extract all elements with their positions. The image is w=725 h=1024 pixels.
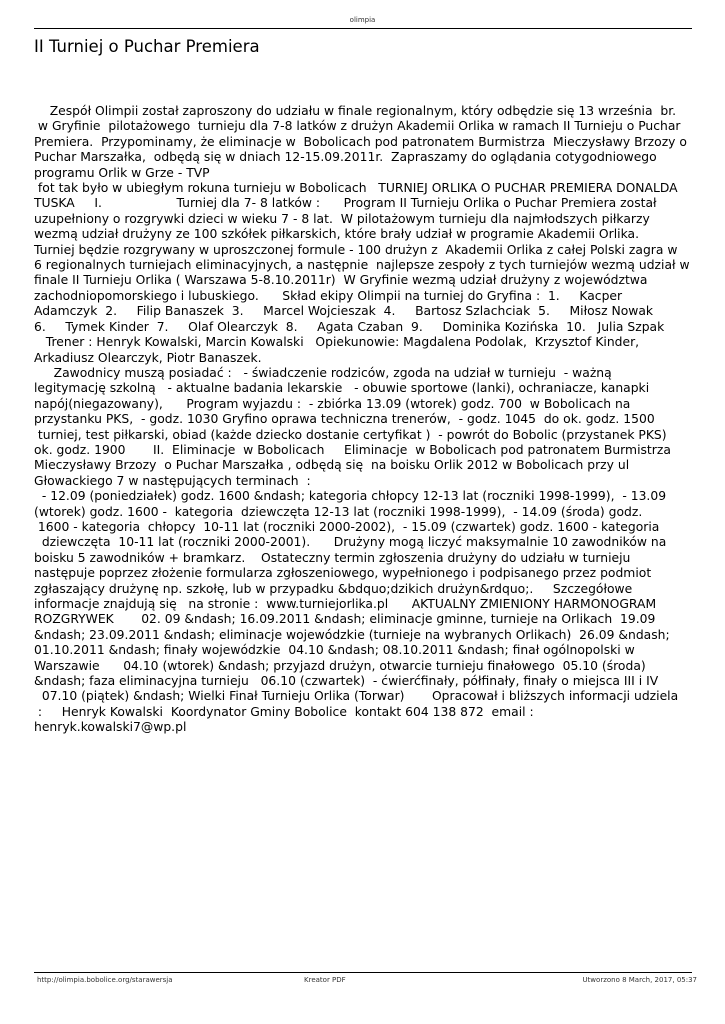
article-body-line: 1600 - kategoria chłopcy 10-11 lat (roczniki 2000-2002), - 15.09 (czwartek) godz. 1600 - kategoria bbox=[34, 519, 660, 534]
footer-divider bbox=[34, 972, 692, 973]
header-divider bbox=[34, 28, 692, 29]
article-body-line: : Henryk Kowalski Koordynator Gminy Bobolice kontakt 604 138 872 email : bbox=[34, 704, 534, 719]
article-body-line: fot tak było w ubiegłym rokuna turnieju w Bobolicach TURNIEJ ORLIKA O PUCHAR PREMIERA DONALDA bbox=[34, 181, 678, 196]
article-body-line: turniej, test piłkarski, obiad (każde dziecko dostanie certyfikat ) - powrót do Bobolic (przystanek PKS) bbox=[34, 427, 667, 442]
article-body-line: w Gryfinie pilotażowego turnieju dla 7-8 latków z drużyn Akademii Orlika w ramach II Turnieju o Puchar bbox=[34, 119, 681, 134]
article-body-line: dziewczęta 10-11 lat (roczniki 2000-2001). Drużyny mogą liczyć maksymalnie 10 zawodników na bbox=[34, 535, 667, 550]
article-body-line: (wtorek) godz. 1600 - kategoria dziewczęta 12-13 lat (roczniki 1998-1999), - 14.09 (środa) godz. bbox=[34, 504, 643, 519]
article-body-line: zachodniopomorskiego i lubuskiego. Skład ekipy Olimpii na turniej do Gryfina : 1. Kacper bbox=[34, 288, 623, 303]
article-body-line: Warszawie 04.10 (wtorek) &ndash; przyjazd drużyn, otwarcie turnieju finałowego 05.10 (środa) bbox=[34, 658, 646, 673]
footer-created-date: Utworzono 8 March, 2017, 05:37 bbox=[582, 976, 697, 984]
article-body-line: 01.10.2011 &ndash; finały wojewódzkie 04.10 &ndash; 08.10.2011 &ndash; finał ogólnopolski w bbox=[34, 643, 635, 658]
footer-generator: Kreator PDF bbox=[304, 976, 346, 984]
article-body-line: uzupełniony o rozgrywki dzieci w wieku 7 - 8 lat. W pilotażowym turnieju dla najmłodszych piłkarzy bbox=[34, 211, 650, 226]
article-body-line: Turniej będzie rozgrywany w uproszczonej formule - 100 drużyn z Akademii Orlika z całej Polski zagra w bbox=[34, 242, 678, 257]
article-body-line: 6. Tymek Kinder 7. Olaf Olearczyk 8. Agata Czaban 9. Dominika Kozińska 10. Julia Szpak bbox=[34, 319, 665, 334]
article-body-line: programu Orlik w Grze - TVP bbox=[34, 165, 210, 180]
article-body-line: przystanku PKS, - godz. 1030 Gryfino oprawa techniczna trenerów, - godz. 1045 do ok. godz. 1500 bbox=[34, 412, 655, 427]
article-body-line: następuje poprzez złożenie formularza zgłoszeniowego, wypełnionego i podpisanego przez podmiot bbox=[34, 566, 652, 581]
article-body-line: napój(niegazowany), Program wyjazdu : - zbiórka 13.09 (wtorek) godz. 700 w Bobolicach na bbox=[34, 396, 631, 411]
article-body-line: Trener : Henryk Kowalski, Marcin Kowalski Opiekunowie: Magdalena Podolak, Krzysztof Kinder, bbox=[34, 335, 640, 350]
article-body-line: 6 regionalnych turniejach eliminacyjnych, a następnie najlepsze zespoły z tych turniejów wezmą udział w bbox=[34, 258, 690, 273]
article-body-line: wezmą udział drużyny ze 100 szkółek piłkarskich, które brały udział w programie Akademii Orlika. bbox=[34, 227, 639, 242]
article-body-line: &ndash; faza eliminacyjna turnieju 06.10 (czwartek) - ćwierćfinały, półfinały, finały o miejsca III i IV bbox=[34, 674, 659, 689]
article-body-line: zgłaszający drużynę np. szkołę, lub w przypadku &bdquo;dzikich drużyn&rdquo;. Szczegółowe bbox=[34, 581, 633, 596]
article-body-line: ROZGRYWEK 02. 09 &ndash; 16.09.2011 &ndash; eliminacje gminne, turnieje na Orlikach 19.09 bbox=[34, 612, 656, 627]
footer-source-url: http://olimpia.bobolice.org/starawersja bbox=[37, 976, 173, 984]
article-body-line: informacje znajdują się na stronie : www.turniejorlika.pl AKTUALNY ZMIENIONY HARMONOGRAM bbox=[34, 597, 657, 611]
article-body-line: Mieczysławy Brzozy o Puchar Marszałka , odbędą się na boisku Orlik 2012 w Bobolicach przy ul bbox=[34, 458, 630, 473]
site-name-header: olimpia bbox=[349, 16, 376, 24]
article-body-line: Głowackiego 7 w następujących terminach : bbox=[34, 473, 311, 488]
article-body bbox=[34, 104, 696, 736]
article-body-line: boisku 5 zawodników + bramkarz. Ostateczny termin zgłoszenia drużyny do udziału w turnieju bbox=[34, 550, 631, 565]
article-body-line: Zespół Olimpii został zaproszony do udziału w finale regionalnym, który odbędzie się 13 września br. bbox=[34, 104, 677, 118]
article-body-line: henryk.kowalski7@wp.pl bbox=[34, 720, 187, 735]
article-body-line: Premiera. Przypominamy, że eliminacje w Bobolicach pod patronatem Burmistrza Mieczysławy Brzozy o bbox=[34, 134, 687, 149]
article-title: II Turniej o Puchar Premiera bbox=[34, 37, 260, 56]
article-body-line: finale II Turnieju Orlika ( Warszawa 5-8.10.2011r) W Gryfinie wezmą udział drużyny z województwa bbox=[34, 273, 648, 288]
article-body-line: ok. godz. 1900 II. Eliminacje w Bobolicach Eliminacje w Bobolicach pod patronatem Burmistrza bbox=[34, 442, 671, 457]
article-body-line: Adamczyk 2. Filip Banaszek 3. Marcel Wojcieszak 4. Bartosz Szlachciak 5. Miłosz Nowak bbox=[34, 304, 654, 319]
article-body-line: Puchar Marszałka, odbędą się w dniach 12-15.09.2011r. Zapraszamy do oglądania cotygodniowego bbox=[34, 150, 657, 165]
article-body-line: Zawodnicy muszą posiadać : - świadczenie rodziców, zgoda na udział w turnieju - ważną bbox=[34, 365, 612, 380]
article-body-line: 07.10 (piątek) &ndash; Wielki Finał Turnieju Orlika (Torwar) Opracował i bliższych informacji udziela bbox=[34, 689, 679, 704]
article-body-line: TUSKA I. Turniej dla 7- 8 latków : Program II Turnieju Orlika o Puchar Premiera został bbox=[34, 196, 657, 211]
article-body-line: legitymację szkolną - aktualne badania lekarskie - obuwie sportowe (lanki), ochraniacze, kanapki bbox=[34, 381, 650, 396]
article-body-line: &ndash; 23.09.2011 &ndash; eliminacje wojewódzkie (turnieje na wybranych Orlikach) 26.09 &ndash; bbox=[34, 627, 670, 642]
article-body-line: - 12.09 (poniedziałek) godz. 1600 &ndash; kategoria chłopcy 12-13 lat (roczniki 1998-1999), - 13.09 bbox=[34, 489, 667, 504]
article-body-line: Arkadiusz Olearczyk, Piotr Banaszek. bbox=[34, 350, 262, 365]
